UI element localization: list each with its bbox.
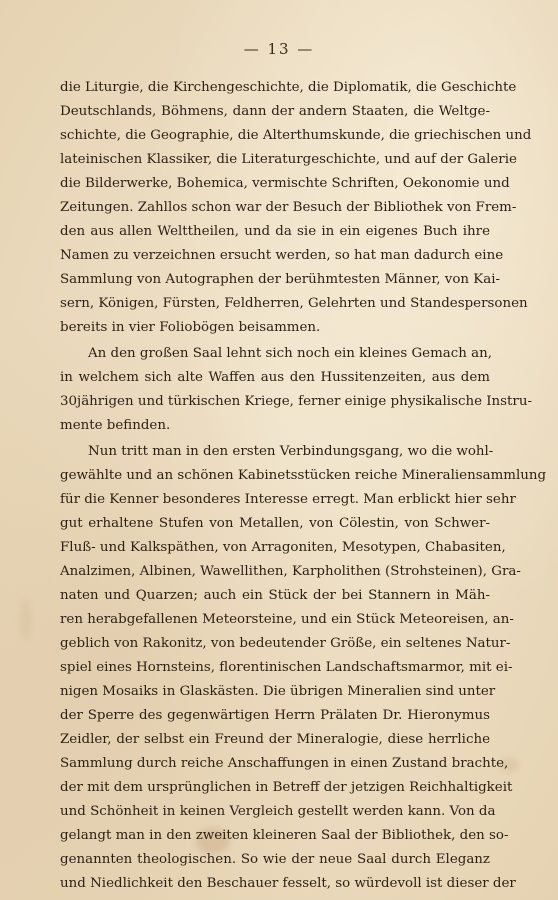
text-line: die Liturgie, die Kirchengeschichte, die Diplomatik, die Geschichte bbox=[60, 80, 517, 95]
text-line: Zeidler, der selbst ein Freund der Mineralogie, diese herrliche bbox=[60, 732, 490, 747]
text-line: und Niedlichkeit den Beschauer fesselt, so würdevoll ist dieser der bbox=[60, 876, 516, 891]
text-line: ren herabgefallenen Meteorsteine, und ein Stück Meteoreisen, an- bbox=[60, 612, 514, 627]
text-line: genannten theologischen. So wie der neue Saal durch Eleganz bbox=[60, 852, 490, 867]
text-line: sern, Königen, Fürsten, Feldherren, Gelehrten und Standespersonen bbox=[60, 296, 528, 311]
text-line: die Bilderwerke, Bohemica, vermischte Schriften, Oekonomie und bbox=[60, 176, 510, 191]
text-line: mente befinden. bbox=[60, 418, 171, 433]
text-line: Sammlung durch reiche Anschaffungen in einen Zustand brachte, bbox=[60, 756, 509, 771]
text-line: in welchem sich alte Waffen aus den Hussitenzeiten, aus dem bbox=[60, 370, 490, 385]
text-line: Deutschlands, Böhmens, dann der andern Staaten, die Weltge- bbox=[60, 104, 490, 119]
text-line: Namen zu verzeichnen ersucht werden, so hat man dadurch eine bbox=[60, 248, 504, 263]
text-line: spiel eines Hornsteins, florentinischen Landschaftsmarmor, mit ei- bbox=[60, 660, 513, 675]
text-line: für die Kenner besonderes Interesse erregt. Man erblickt hier sehr bbox=[60, 492, 516, 507]
text-line: naten und Quarzen; auch ein Stück der bei Stannern in Mäh- bbox=[60, 588, 490, 603]
paper-stain bbox=[20, 600, 32, 640]
text-line: gut erhaltene Stufen von Metallen, von Cölestin, von Schwer- bbox=[60, 516, 490, 531]
text-line: nigen Mosaiks in Glaskästen. Die übrigen Mineralien sind unter bbox=[60, 684, 496, 699]
text-line: lateinischen Klassiker, die Literaturgeschichte, und auf der Galerie bbox=[60, 152, 517, 167]
text-line: der mit dem ursprünglichen in Betreff der jetzigen Reichhaltigkeit bbox=[60, 780, 513, 795]
text-line: Sammlung von Autographen der berühmtesten Männer, von Kai- bbox=[60, 272, 501, 287]
text-line: der Sperre des gegenwärtigen Herrn Prälaten Dr. Hieronymus bbox=[60, 708, 490, 723]
text-line: bereits in vier Foliobögen beisammen. bbox=[60, 320, 321, 335]
text-line: Fluß- und Kalkspäthen, von Arragoniten, Mesotypen, Chabasiten, bbox=[60, 540, 506, 555]
text-line: Zeitungen. Zahllos schon war der Besuch der Bibliothek von Frem- bbox=[60, 200, 517, 215]
page-number: — 13 — bbox=[243, 40, 315, 58]
text-line: und Schönheit in keinen Vergleich gestellt werden kann. Von da bbox=[60, 804, 496, 819]
text-line: gewählte und an schönen Kabinetsstücken reiche Mineraliensammlung bbox=[60, 468, 547, 483]
text-line: gelangt man in den zweiten kleineren Saal der Bibliothek, den so- bbox=[60, 828, 509, 843]
text-line: Analzimen, Albinen, Wawellithen, Karpholithen (Strohsteinen), Gra- bbox=[60, 564, 521, 579]
paragraph-start-line: An den großen Saal lehnt sich noch ein kleines Gemach an, bbox=[88, 346, 493, 361]
text-line: schichte, die Geographie, die Alterthumskunde, die griechischen und bbox=[60, 128, 532, 143]
paragraph-start-line: Nun tritt man in den ersten Verbindungsgang, wo die wohl- bbox=[88, 444, 494, 459]
text-line: geblich von Rakonitz, von bedeutender Größe, ein seltenes Natur- bbox=[60, 636, 511, 651]
text-line: den aus allen Welttheilen, und da sie in ein eigenes Buch ihre bbox=[60, 224, 490, 239]
text-line: 30jährigen und türkischen Kriege, ferner einige physikalische Instru- bbox=[60, 394, 532, 409]
